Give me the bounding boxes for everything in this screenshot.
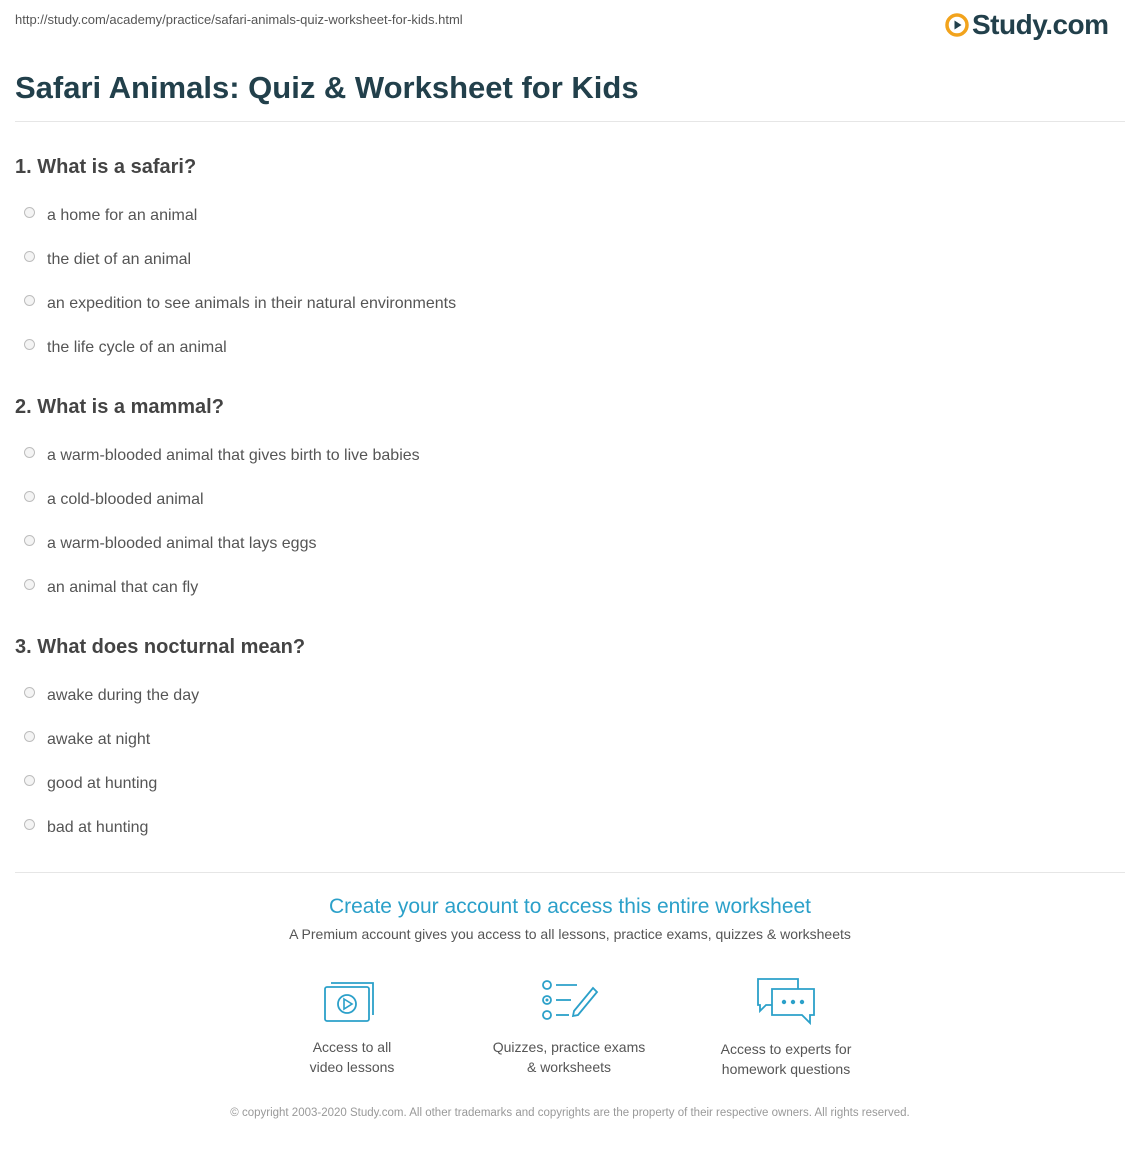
answer-option[interactable] — [15, 806, 305, 850]
title-divider — [15, 121, 1125, 122]
answer-option[interactable] — [15, 522, 420, 566]
radio-button[interactable] — [24, 447, 35, 458]
feature-video-lessons — [252, 975, 452, 1077]
answer-option[interactable] — [15, 238, 456, 282]
answer-option[interactable] — [15, 478, 420, 522]
radio-button[interactable] — [24, 207, 35, 218]
answer-option[interactable] — [15, 762, 305, 806]
answer-option[interactable] — [15, 282, 456, 326]
radio-button[interactable] — [24, 295, 35, 306]
play-circle-icon — [945, 13, 969, 37]
feature-quizzes — [469, 975, 669, 1077]
answer-label: a home for an animal — [47, 207, 198, 224]
answer-label: good at hunting — [47, 775, 158, 792]
page-title: Safari Animals: Quiz & Worksheet for Kids — [15, 70, 639, 105]
feature-experts — [686, 975, 886, 1079]
radio-button[interactable] — [24, 535, 35, 546]
quiz-checklist-icon — [539, 975, 599, 1025]
question-2 — [15, 392, 420, 610]
answer-label: bad at hunting — [47, 819, 149, 836]
radio-button[interactable] — [24, 819, 35, 830]
radio-button[interactable] — [24, 251, 35, 262]
answer-label: the diet of an animal — [47, 251, 192, 268]
copyright-notice: © copyright 2003-2020 Study.com. All other trademarks and copyrights are the property of their respective owners. All rights reserved. — [230, 1107, 910, 1119]
radio-button[interactable] — [24, 339, 35, 350]
answer-option[interactable] — [15, 434, 420, 478]
feature-label: Quizzes, practice exams & worksheets — [492, 1039, 646, 1075]
answer-label: a warm-blooded animal that lays eggs — [47, 535, 317, 552]
logo-text: Study.com — [972, 9, 1109, 40]
question-title: 2. What is a mammal? — [15, 396, 224, 418]
answer-label: an animal that can fly — [47, 579, 199, 596]
radio-button[interactable] — [24, 775, 35, 786]
answer-options — [15, 674, 305, 850]
answer-label: the life cycle of an animal — [47, 339, 227, 356]
question-title: 1. What is a safari? — [15, 156, 197, 178]
answer-option[interactable] — [15, 718, 305, 762]
page-url: http://study.com/academy/practice/safari-animals-quiz-worksheet-for-kids.html — [15, 12, 463, 27]
radio-button[interactable] — [24, 579, 35, 590]
answer-label: awake at night — [47, 731, 151, 748]
answer-option[interactable] — [15, 326, 456, 370]
radio-button[interactable] — [24, 687, 35, 698]
answer-label: a cold-blooded animal — [47, 491, 204, 508]
study-logo[interactable] — [945, 8, 1109, 42]
answer-option[interactable] — [15, 566, 420, 610]
answer-option[interactable] — [15, 674, 305, 718]
question-1 — [15, 152, 456, 370]
radio-button[interactable] — [24, 731, 35, 742]
answer-options — [15, 194, 456, 370]
answer-label: awake during the day — [47, 687, 200, 704]
cta-subtitle: A Premium account gives you access to all lessons, practice exams, quizzes & worksheets — [289, 926, 851, 942]
feature-label: Access to experts for homework questions — [720, 1041, 852, 1077]
answer-label: an expedition to see animals in their natural environments — [47, 295, 457, 312]
answer-options — [15, 434, 420, 610]
question-3 — [15, 632, 305, 850]
feature-label: Access to all video lessons — [309, 1039, 395, 1075]
chat-bubbles-icon — [754, 975, 818, 1027]
section-divider — [15, 872, 1125, 873]
answer-label: a warm-blooded animal that gives birth to live babies — [47, 447, 420, 464]
header — [0, 0, 1140, 50]
answer-option[interactable] — [15, 194, 456, 238]
radio-button[interactable] — [24, 491, 35, 502]
video-lessons-icon — [322, 975, 382, 1025]
question-title: 3. What does nocturnal mean? — [15, 636, 306, 658]
create-account-link[interactable]: Create your account to access this entire worksheet — [328, 895, 812, 918]
